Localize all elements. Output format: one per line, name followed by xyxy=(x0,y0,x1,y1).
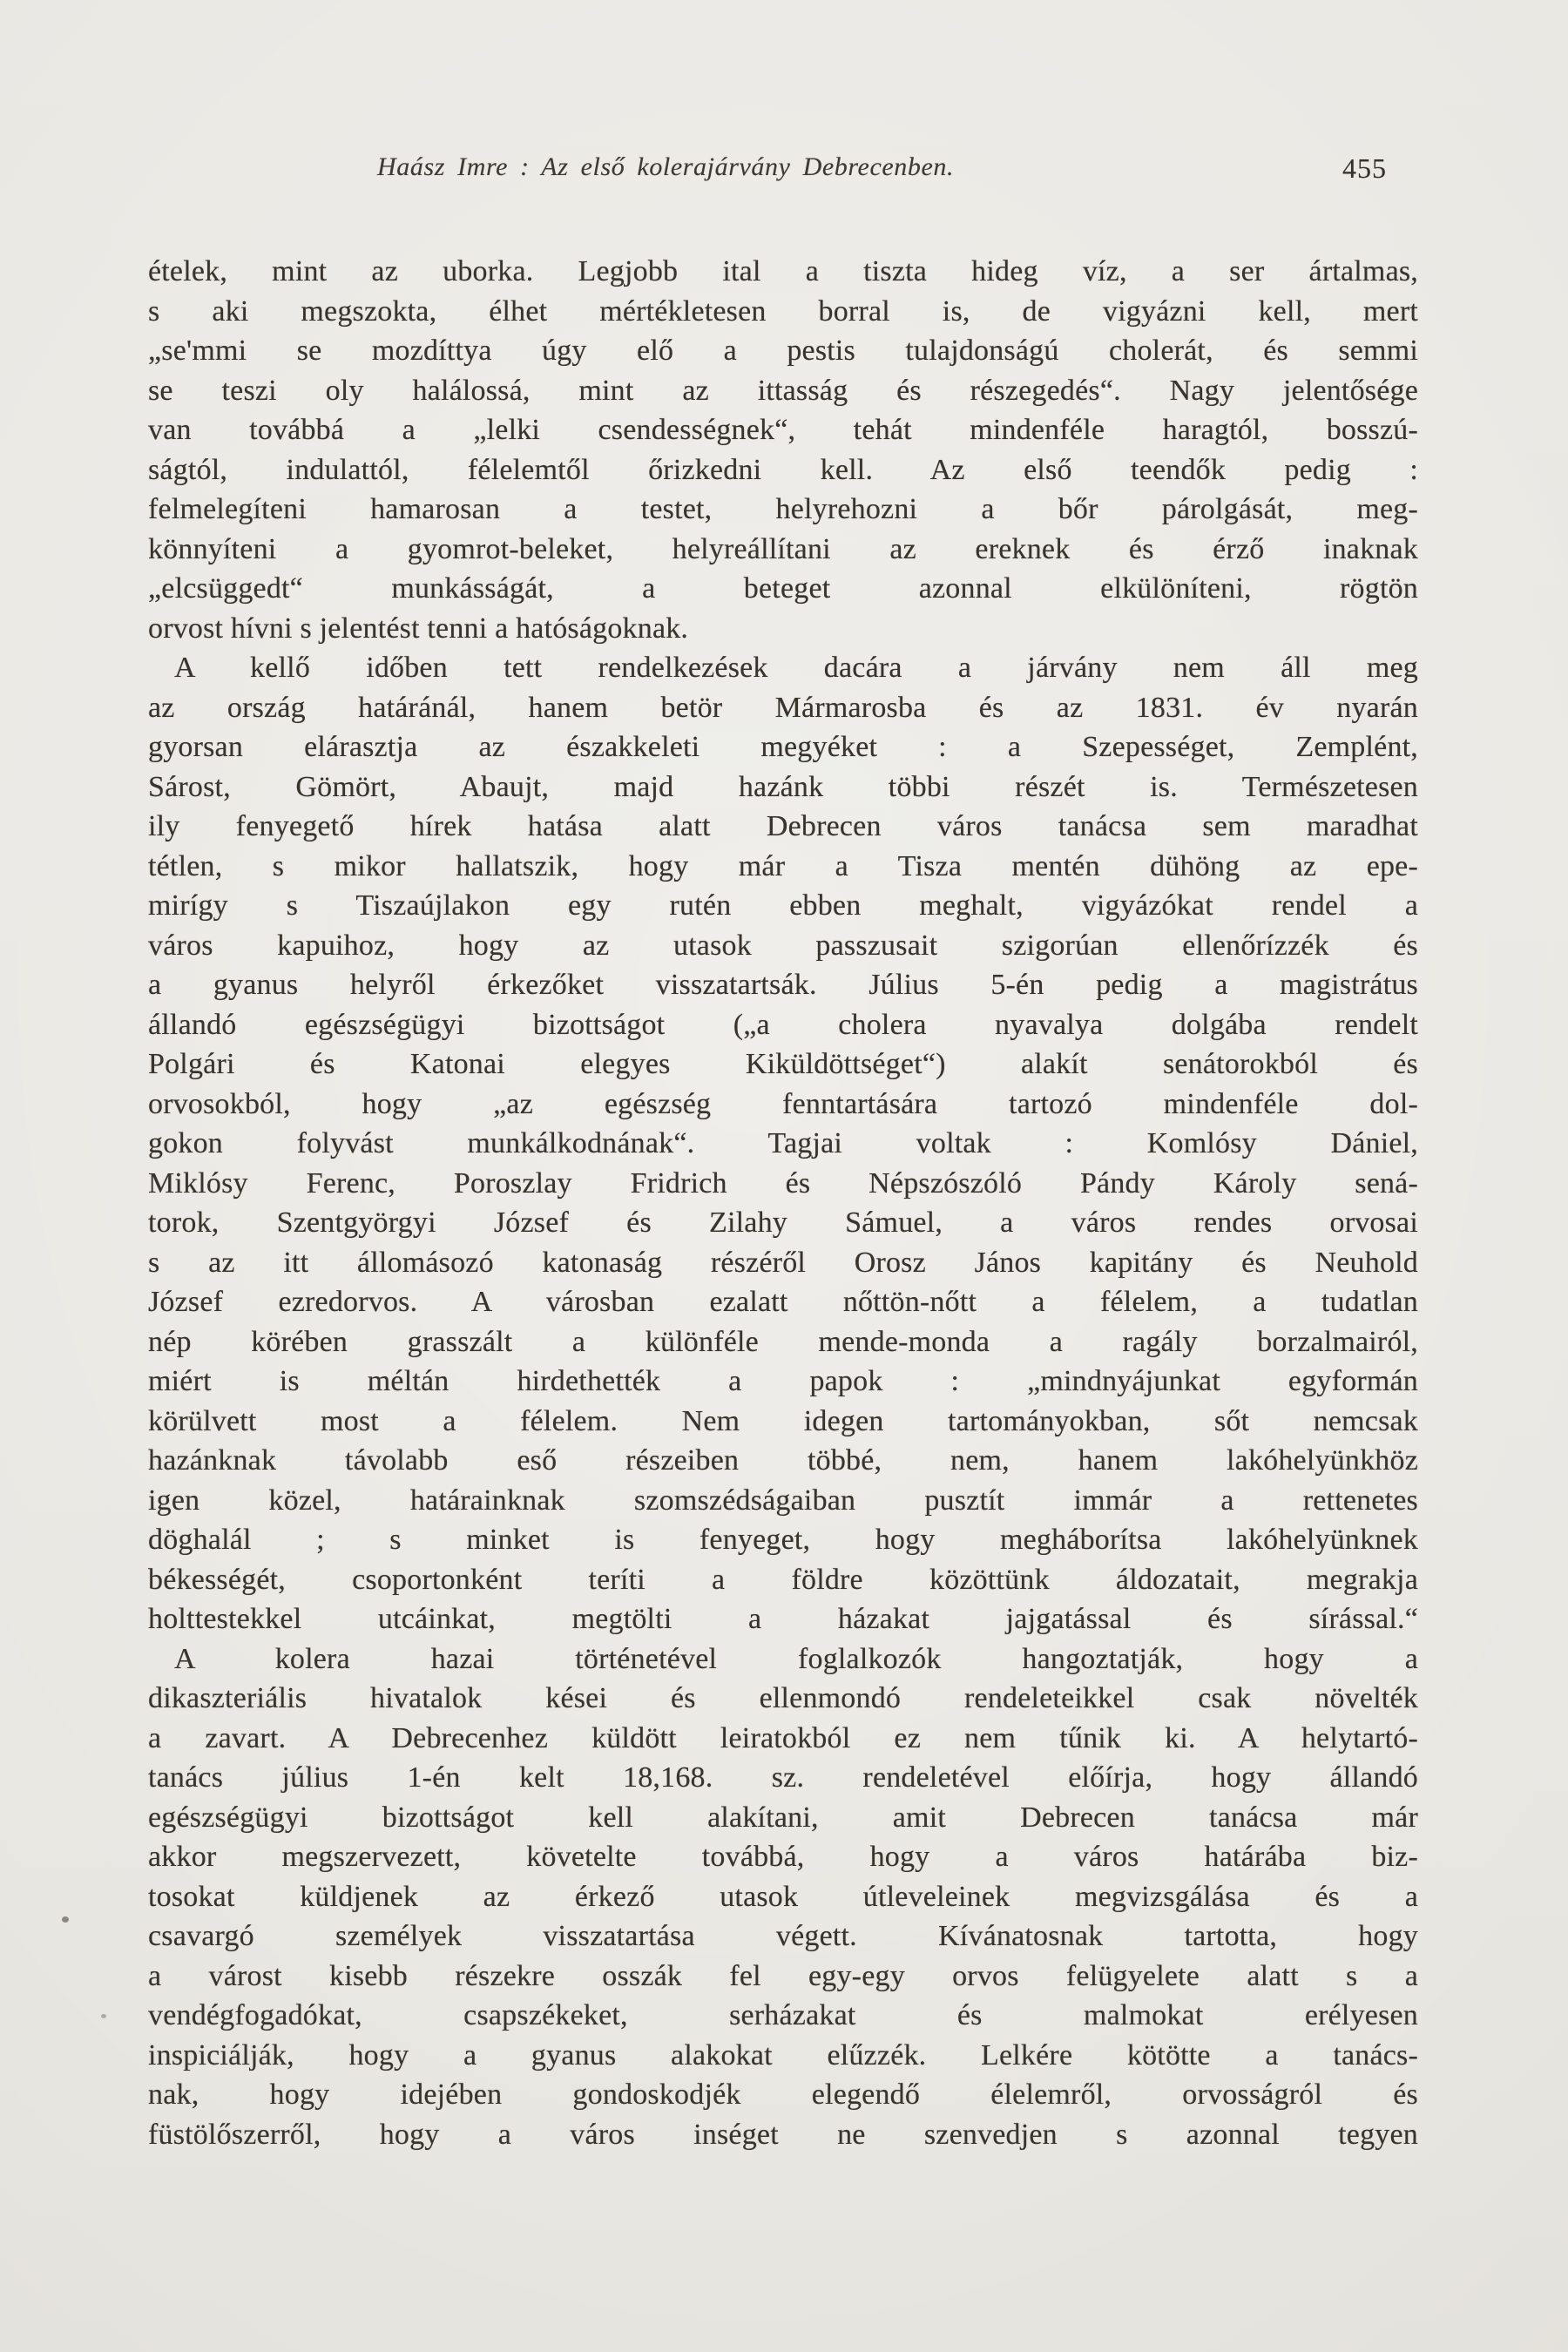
text-line: ily fenyegető hírek hatása alatt Debrecen város tanácsa sem maradhat xyxy=(148,810,1418,842)
text-line: József ezredorvos. A városban ezalatt nőttön-nőtt a félelem, a tudatlan xyxy=(148,1286,1418,1318)
text-line: s az itt állomásozó katonaság részéről Orosz János kapitány és Neuhold xyxy=(148,1246,1418,1279)
text-line: ságtól, indulattól, félelemtől őrizkedni kell. Az első teendők pedig : xyxy=(148,453,1418,486)
text-line: holttestekkel utcáinkat, megtölti a házakat jajgatással és sírással.“ xyxy=(148,1603,1418,1635)
text-line: „se'mmi se mozdíttya úgy elő a pestis tulajdonságú cholerát, és semmi xyxy=(148,335,1418,367)
page-number: 455 xyxy=(1342,152,1387,184)
text-line: döghalál ; s minket is fenyeget, hogy megháborítsa lakóhelyünknek xyxy=(148,1524,1418,1556)
text-line: könnyíteni a gyomrot-beleket, helyreállítani az ereknek és érző inaknak xyxy=(148,532,1418,565)
text-line: Miklósy Ferenc, Poroszlay Fridrich és Népszószóló Pándy Károly sená- xyxy=(148,1166,1418,1200)
text-line: dikaszteriális hivatalok kései és ellenmondó rendeleteikkel csak növelték xyxy=(148,1682,1418,1714)
text-line: egészségügyi bizottságot kell alakítani, amit Debrecen tanácsa már xyxy=(148,1801,1418,1834)
text-line: A kolera hazai történetével foglalkozók hangoztatják, hogy a xyxy=(174,1642,1418,1675)
text-line: nép körében grasszált a különféle mende-monda a ragály borzalmairól, xyxy=(148,1325,1418,1358)
text-line: füstölőszerről, hogy a város inséget ne szenvedjen s azonnal tegyen xyxy=(148,2118,1418,2151)
text-line: Polgári és Katonai elegyes Kiküldöttséget“) alakít senátorokból és xyxy=(148,1048,1418,1080)
scan-speck xyxy=(101,2014,106,2018)
text-line: vendégfogadókat, csapszékeket, serházakat és malmokat erélyesen xyxy=(148,1999,1418,2031)
text-line: tétlen, s mikor hallatszik, hogy már a Tisza mentén dühöng az epe- xyxy=(148,849,1418,882)
text-line: a gyanus helyről érkezőket visszatartsák. Július 5-én pedig a magistrátus xyxy=(148,969,1418,1001)
text-line: orvost hívni s jelentést tenni a hatóságoknak. xyxy=(148,612,689,645)
text-line: mirígy s Tiszaújlakon egy rutén ebben meghalt, vigyázókat rendel a xyxy=(148,889,1418,922)
text-line: gokon folyvást munkálkodnának“. Tagjai voltak : Komlósy Dániel, xyxy=(148,1127,1418,1159)
text-line: a zavart. A Debrecenhez küldött leiratokból ez nem tűnik ki. A helytartó- xyxy=(148,1721,1418,1754)
text-line: s aki megszokta, élhet mértékletesen borral is, de vigyázni kell, mert xyxy=(148,294,1418,328)
text-line: nak, hogy idejében gondoskodjék elegendő élelemről, orvosságról és xyxy=(148,2078,1418,2111)
text-line: tanács július 1-én kelt 18,168. sz. rendeletével előírja, hogy állandó xyxy=(148,1761,1418,1794)
text-line: a várost kisebb részekre osszák fel egy-egy orvos felügyelete alatt s a xyxy=(148,1959,1418,1992)
text-line: miért is méltán hirdethették a papok : „mindnyájunkat egyformán xyxy=(148,1365,1418,1397)
text-line: A kellő időben tett rendelkezések dacára a járvány nem áll meg xyxy=(174,652,1418,684)
text-line: az ország határánál, hanem betör Mármarosba és az 1831. év nyarán xyxy=(148,691,1418,724)
header-title: Haász Imre : Az első kolerajárvány Debrecenben. xyxy=(377,152,955,181)
text-line: hazánknak távolabb eső részeiben többé, nem, hanem lakóhelyünkhöz xyxy=(148,1444,1418,1477)
text-line: akkor megszervezett, követelte továbbá, hogy a város határába biz- xyxy=(148,1841,1418,1873)
body-text xyxy=(148,252,1418,2154)
text-line: békességét, csoportonként teríti a földre közöttünk áldozatait, megrakja xyxy=(148,1563,1418,1596)
text-line: felmelegíteni hamarosan a testet, helyrehozni a bőr párolgását, meg- xyxy=(148,493,1418,525)
text-line: körülvett most a félelem. Nem idegen tartományokban, sőt nemcsak xyxy=(148,1404,1418,1437)
running-header xyxy=(0,146,1568,190)
text-line: gyorsan elárasztja az északkeleti megyéket : a Szepességet, Zemplént, xyxy=(148,731,1418,763)
text-line: inspiciálják, hogy a gyanus alakokat elűzzék. Lelkére kötötte a tanács- xyxy=(148,2038,1418,2072)
text-line: torok, Szentgyörgyi József és Zilahy Sámuel, a város rendes orvosai xyxy=(148,1206,1418,1239)
text-line: csavargó személyek visszatartása végett. Kívánatosnak tartotta, hogy xyxy=(148,1920,1418,1952)
text-line: igen közel, határainknak szomszédságaiban pusztít immár a rettenetes xyxy=(148,1484,1418,1517)
text-line: „elcsüggedt“ munkásságát, a beteget azonnal elkülöníteni, rögtön xyxy=(148,572,1418,605)
text-line: állandó egészségügyi bizottságot („a cholera nyavalya dolgába rendelt xyxy=(148,1008,1418,1041)
text-line: tosokat küldjenek az érkező utasok útleveleinek megvizsgálása és a xyxy=(148,1880,1418,1913)
text-line: Sárost, Gömört, Abaujt, majd hazánk többi részét is. Természetesen xyxy=(148,770,1418,803)
text-line: orvosokból, hogy „az egészség fenntartására tartozó mindenféle dol- xyxy=(148,1087,1418,1120)
text-line: se teszi oly halálossá, mint az ittasság és részegedés“. Nagy jelentősége xyxy=(148,374,1418,407)
text-line: ételek, mint az uborka. Legjobb ital a tiszta hideg víz, a ser ártalmas, xyxy=(148,255,1418,287)
text-line: van továbbá a „lelki csendességnek“, tehát mindenféle haragtól, bosszú- xyxy=(148,414,1418,446)
scan-speck xyxy=(62,1916,69,1923)
text-line: város kapuihoz, hogy az utasok passzusait szigorúan ellenőrízzék és xyxy=(148,929,1418,962)
